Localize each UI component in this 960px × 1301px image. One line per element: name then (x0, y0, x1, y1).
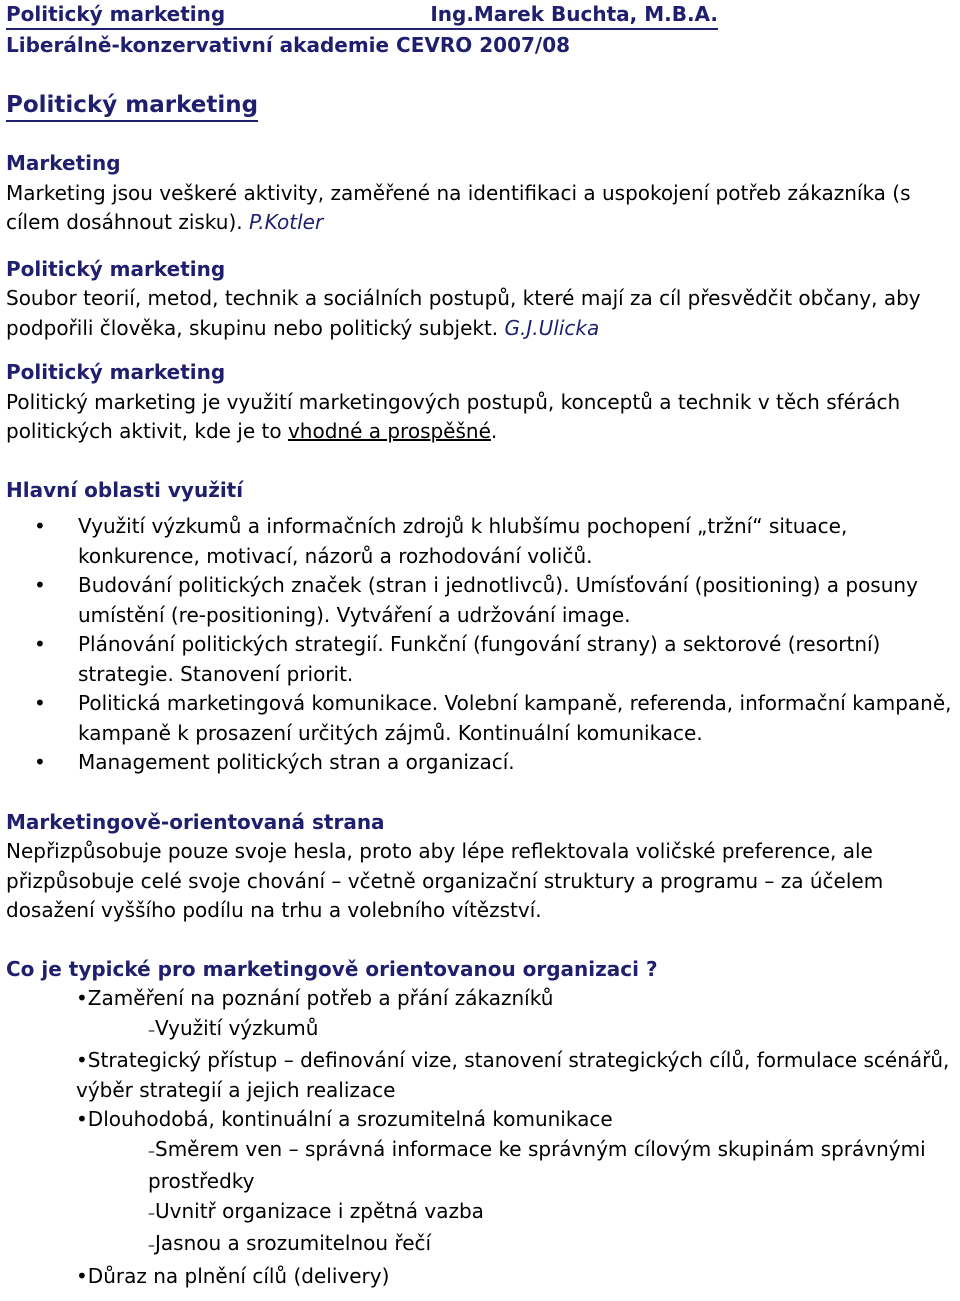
dash-marker: – (148, 1205, 155, 1222)
list-item: • Management politických stran a organizací. (6, 748, 958, 778)
list-item: •Strategický přístup – definování vize, stanovení strategických cílů, formulace scénářů, výběr strategií a jejich realizace (76, 1048, 950, 1102)
sub-item (6, 1014, 958, 1047)
citation: G.J.Ulicka (504, 315, 600, 340)
section-heading: Politický marketing (6, 360, 226, 384)
definition-text: Politický marketing je využití marketingových postupů, konceptů a technik v těch sférách politických aktivit, kde je to (6, 389, 901, 443)
dash-marker: – (148, 1238, 155, 1254)
list-item: • Politická marketingová komunikace. Volební kampaně, referenda, informační kampaně, kampaně k prosazení určitých zájmů. Kontinuální komunikace. (6, 689, 958, 748)
item-text: Zaměření na poznání potřeb a přání zákazníků (87, 986, 554, 1010)
section-marketing (6, 149, 958, 238)
bullet-list (6, 512, 958, 778)
section-heading: Politický marketing (6, 256, 226, 281)
section-text (6, 388, 958, 447)
section-text (6, 284, 958, 343)
section-heading: Marketingově-orientovaná strana (6, 809, 385, 834)
section-market-oriented-party (6, 808, 958, 926)
list-item: •Důraz na plnění cílů (delivery) (76, 1263, 390, 1288)
section-heading: Co je typické pro marketingově orientovanou organizaci ? (6, 956, 658, 981)
section-text: Nepřizpůsobuje pouze svoje hesla, proto aby lépe reflektovala voličské preference, ale přizpůsobuje celé svoje chování – včetně organizační struktury a programu – za účelem dosažení vyššího podílu na trhu a volebního vítězství. (6, 839, 884, 922)
list-item: •Zaměření na poznání potřeb a přání zákazníků (76, 986, 554, 1010)
item-text: Důraz na plnění cílů (delivery) (87, 1263, 390, 1288)
list-item: • Využití výzkumů a informačních zdrojů k hlubšímu pochopení „tržní“ situace, konkurence, motivací, názorů a rozhodování voličů. (6, 512, 958, 571)
document-title: Politický marketing (6, 90, 258, 122)
list-item: • Budování politických značek (stran i jednotlivců). Umísťování (positioning) a posuny umístění (re-positioning). Vytváření a udržování image. (6, 571, 958, 630)
header-right: Ing.Marek Buchta, M.B.A. (430, 2, 718, 26)
sentence-end: . (490, 419, 498, 443)
sub-item (6, 1197, 958, 1230)
sub-item (6, 1229, 958, 1262)
section-question (6, 955, 958, 1292)
item-text: Jasnou a srozumitelnou řečí (155, 1231, 432, 1255)
item-text: Dlouhodobá, kontinuální a srozumitelná komunikace (87, 1107, 613, 1131)
header-subtitle: Liberálně-konzervativní akademie CEVRO 2007/08 (6, 33, 571, 57)
section-text (6, 179, 958, 238)
page-header (6, 0, 718, 30)
header-left: Politický marketing (6, 2, 226, 26)
section-main-areas (6, 476, 958, 778)
document-page (6, 0, 958, 1291)
section-political-marketing-1 (6, 255, 958, 344)
dash-marker: – (148, 1143, 155, 1160)
citation: P.Kotler (248, 210, 324, 234)
definition-text: Marketing jsou veškeré aktivity, zaměřené na identifikaci a uspokojení potřeb zákazníka (s cílem dosáhnout zisku). (6, 180, 911, 234)
sub-item (6, 1135, 958, 1197)
item-text: Uvnitř organizace i zpětná vazba (155, 1198, 484, 1223)
section-heading: Marketing (6, 151, 121, 175)
dash-marker: – (148, 1022, 155, 1039)
definition-text: Soubor teorií, metod, technik a sociálních postupů, které mají za cíl přesvědčit občany, aby podpořili člověka, skupinu nebo politický subjekt. (6, 286, 921, 340)
item-text: Využití výzkumů (155, 1015, 319, 1040)
section-heading: Hlavní oblasti využití (6, 477, 244, 502)
item-text: Strategický přístup – definování vize, stanovení strategických cílů, formulace scénářů, výběr strategií a jejich realizace (76, 1048, 950, 1102)
list-item: •Dlouhodobá, kontinuální a srozumitelná komunikace (76, 1107, 613, 1131)
underlined-phrase: vhodné a prospěšné (287, 419, 491, 443)
item-text: Směrem ven – správná informace ke správným cílovým skupinám správnými prostředky (148, 1136, 926, 1193)
section-political-marketing-2 (6, 358, 958, 447)
list-item: • Plánování politických strategií. Funkční (fungování strany) a sektorové (resortní) strategie. Stanovení priorit. (6, 630, 958, 689)
